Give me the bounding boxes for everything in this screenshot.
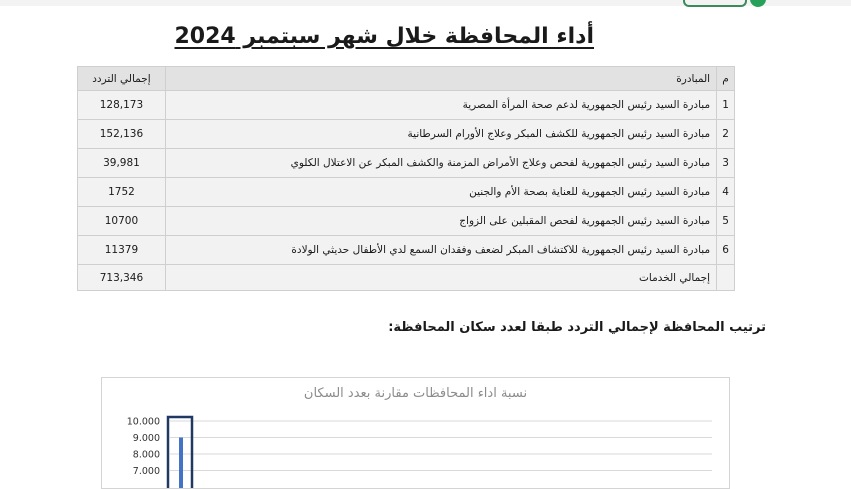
page-title: أداء المحافظة خلال شهر سبتمبر 2024 bbox=[174, 24, 594, 49]
header-total: إجمالي التردد bbox=[78, 67, 166, 91]
header-initiative: المبادرة bbox=[165, 67, 716, 91]
row-total: 128,173 bbox=[78, 91, 166, 120]
row-total: 1752 bbox=[78, 178, 166, 207]
header-num: م bbox=[717, 67, 735, 91]
y-tick-label: 10.000 bbox=[126, 416, 160, 428]
row-total: 11379 bbox=[78, 236, 166, 265]
row-initiative: مبادرة السيد رئيس الجمهورية لفحص وعلاج الأمراض المزمنة والكشف المبكر عن الاعتلال الكلوي bbox=[165, 149, 716, 178]
table-row bbox=[78, 149, 735, 178]
row-total: 152,136 bbox=[78, 120, 166, 149]
logo-frame bbox=[683, 0, 747, 7]
row-num: 3 bbox=[717, 149, 735, 178]
y-tick-label: 8.000 bbox=[132, 449, 160, 461]
total-value: 713,346 bbox=[78, 265, 166, 291]
row-initiative: مبادرة السيد رئيس الجمهورية للعناية بصحة الأم والجنين bbox=[165, 178, 716, 207]
chart-title: نسبة اداء المحافظات مقارنة بعدد السكان bbox=[303, 386, 528, 401]
y-tick-label: 7.000 bbox=[132, 466, 160, 477]
row-num: 4 bbox=[717, 178, 735, 207]
row-num: 2 bbox=[717, 120, 735, 149]
row-initiative: مبادرة السيد رئيس الجمهورية للكشف المبكر وعلاج الأورام السرطانية bbox=[165, 120, 716, 149]
table-row bbox=[78, 178, 735, 207]
table-row bbox=[78, 207, 735, 236]
chart-bar bbox=[179, 438, 183, 489]
chart-plot bbox=[102, 378, 729, 488]
total-num-cell bbox=[717, 265, 735, 291]
table-row bbox=[78, 120, 735, 149]
row-num: 1 bbox=[717, 91, 735, 120]
row-initiative: مبادرة السيد رئيس الجمهورية لدعم صحة المرأة المصرية bbox=[165, 91, 716, 120]
section-subtitle: ترتيب المحافظة لإجمالي التردد طبقا لعدد سكان المحافظة: bbox=[388, 320, 766, 335]
total-label: إجمالي الخدمات bbox=[165, 265, 716, 291]
y-tick-label: 9.000 bbox=[132, 433, 160, 444]
row-num: 6 bbox=[717, 236, 735, 265]
row-total: 10700 bbox=[78, 207, 166, 236]
table-total-row bbox=[78, 265, 735, 291]
row-total: 39,981 bbox=[78, 149, 166, 178]
initiatives-table bbox=[77, 66, 735, 291]
table-row bbox=[78, 91, 735, 120]
table-row bbox=[78, 236, 735, 265]
chart-container bbox=[101, 377, 730, 489]
table-header-row bbox=[78, 67, 735, 91]
row-num: 5 bbox=[717, 207, 735, 236]
row-initiative: مبادرة السيد رئيس الجمهورية لفحص المقبلين على الزواج bbox=[165, 207, 716, 236]
row-initiative: مبادرة السيد رئيس الجمهورية للاكتشاف المبكر لضعف وفقدان السمع لدي الأطفال حديثي الولادة bbox=[165, 236, 716, 265]
